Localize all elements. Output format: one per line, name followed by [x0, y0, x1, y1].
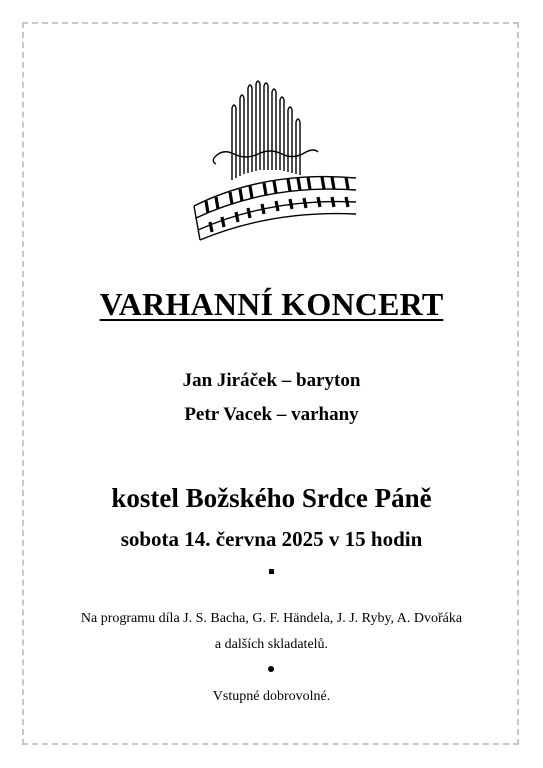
performer-baritone: Jan Jiráček – baryton [182, 370, 361, 391]
date-time: sobota 14. června 2025 v 15 hodin [120, 527, 423, 551]
program-line-1: Na programu díla J. S. Bacha, G. F. Händela, J. J. Ryby, A. Dvořáka [80, 611, 463, 626]
square-bullet-icon [269, 569, 274, 574]
performer-organ: Petr Vacek – varhany [184, 404, 359, 425]
admission-note: Vstupné dobrovolné. [212, 689, 331, 704]
organ-pipes-keyboard-icon [186, 78, 356, 250]
venue: kostel Božského Srdce Páně [111, 483, 432, 513]
program-line-2: a dalších skladatelů. [214, 637, 329, 652]
concert-title: VARHANNÍ KONCERT [99, 286, 444, 322]
round-bullet-icon [268, 666, 274, 672]
